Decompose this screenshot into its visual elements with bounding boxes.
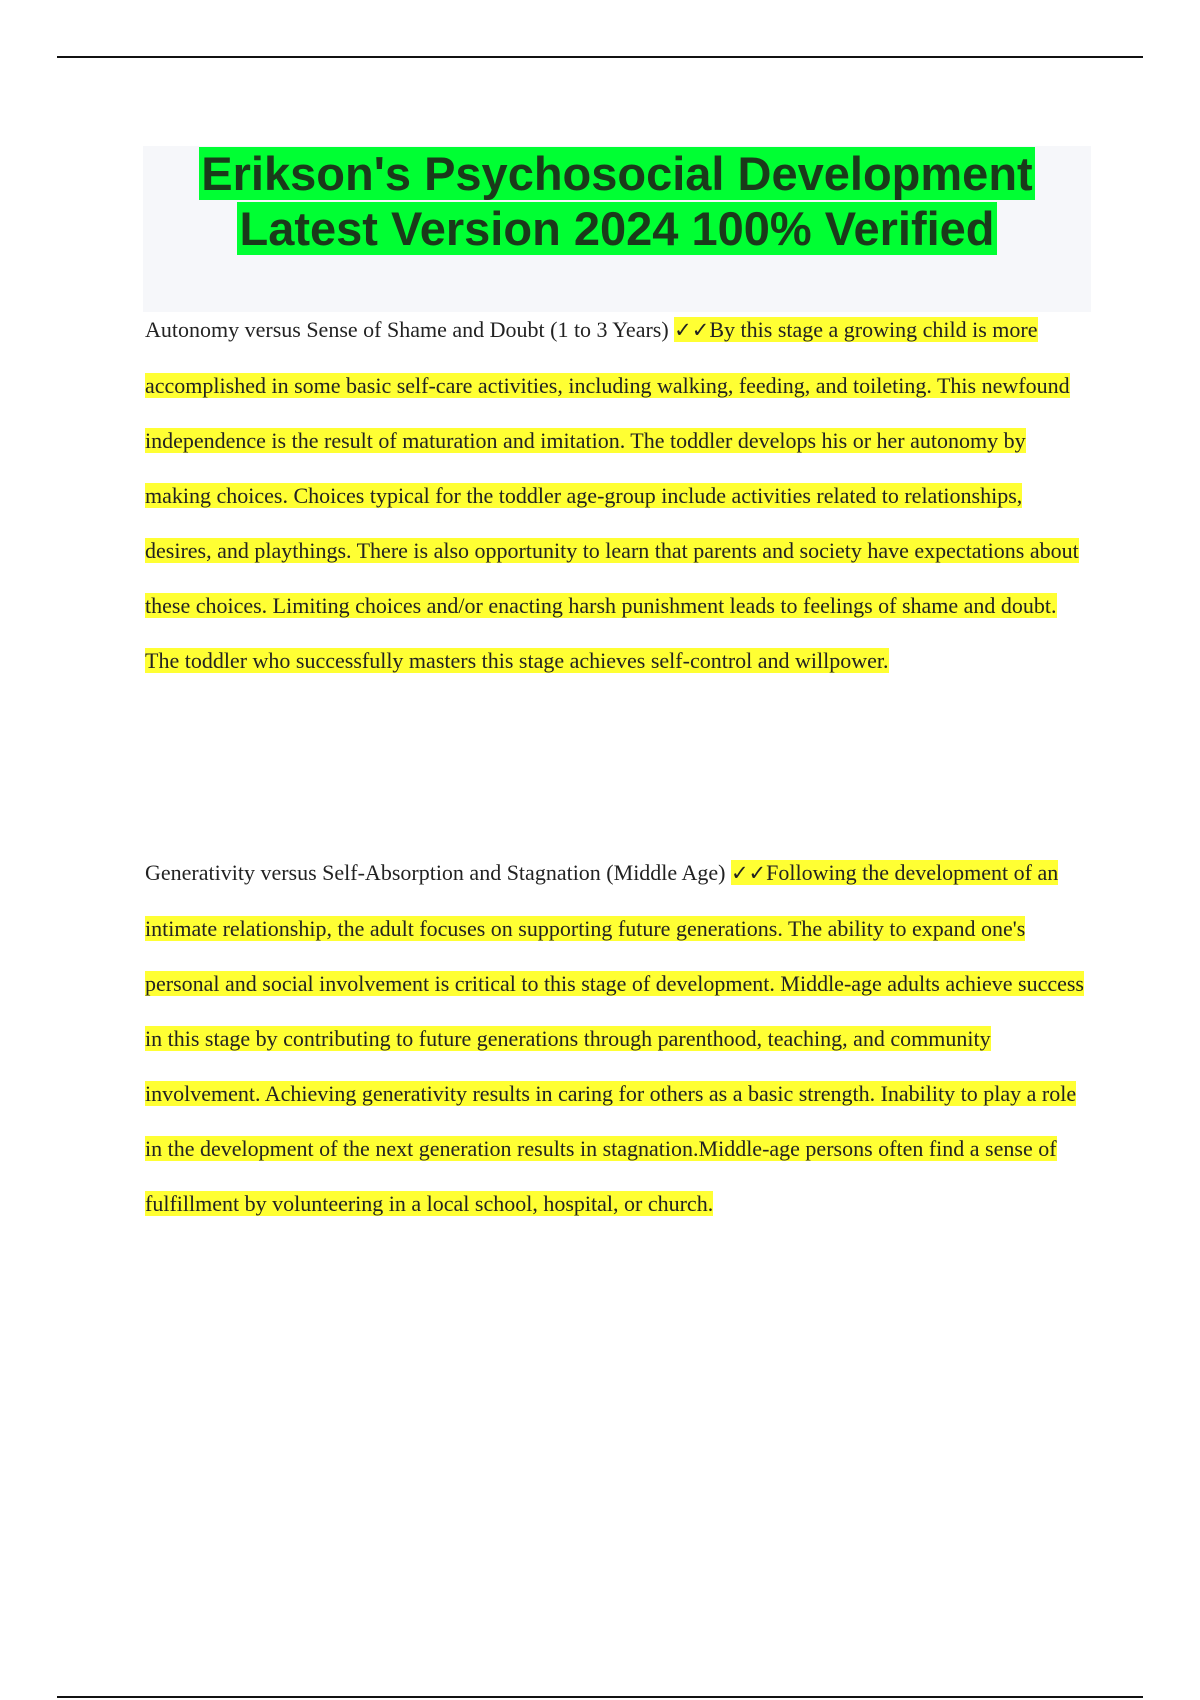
entry-answer: Following the development of an intimate relationship, the adult focuses on supporting future generations. The ability to expand one's personal and social involvement is critical to this stage of development. Middle-age adults achieve success in this stage by contributing to future generations through parenthood, teaching, and community involvement. Achieving generativity results in caring for others as a basic strength. Inability to play a role in the development of the next generation results in stagnation.Middle-age persons often find a sense of fulfillment by volunteering in a local school, hospital, or church. [145, 860, 1084, 1216]
entry-term: Autonomy versus Sense of Shame and Doubt (1 to 3 Years) [145, 317, 669, 342]
flashcard-entry [145, 302, 1085, 688]
entry-answer: By this stage a growing child is more accomplished in some basic self-care activities, including walking, feeding, and toileting. This newfound independence is the result of maturation and imitation. The toddler develops his or her autonomy by making choices. Choices typical for the toddler age-group include activities related to relationships, desires, and playthings. There is also opportunity to learn that parents and society have expectations about these choices. Limiting choices and/or enacting harsh punishment leads to feelings of shame and doubt. The toddler who successfully masters this stage achieves self-control and willpower. [145, 317, 1079, 673]
title-line-2: Latest Version 2024 100% Verified [239, 202, 995, 255]
title-line-1: Erikson's Psychosocial Development [201, 147, 1033, 200]
document-title [143, 146, 1091, 256]
flashcard-entry [145, 845, 1085, 1231]
double-check-icon: ✓✓ [730, 861, 767, 885]
entry-term: Generativity versus Self-Absorption and Stagnation (Middle Age) [145, 860, 726, 885]
top-divider [57, 56, 1143, 58]
bottom-divider [57, 1696, 1143, 1698]
double-check-icon: ✓✓ [674, 318, 710, 342]
